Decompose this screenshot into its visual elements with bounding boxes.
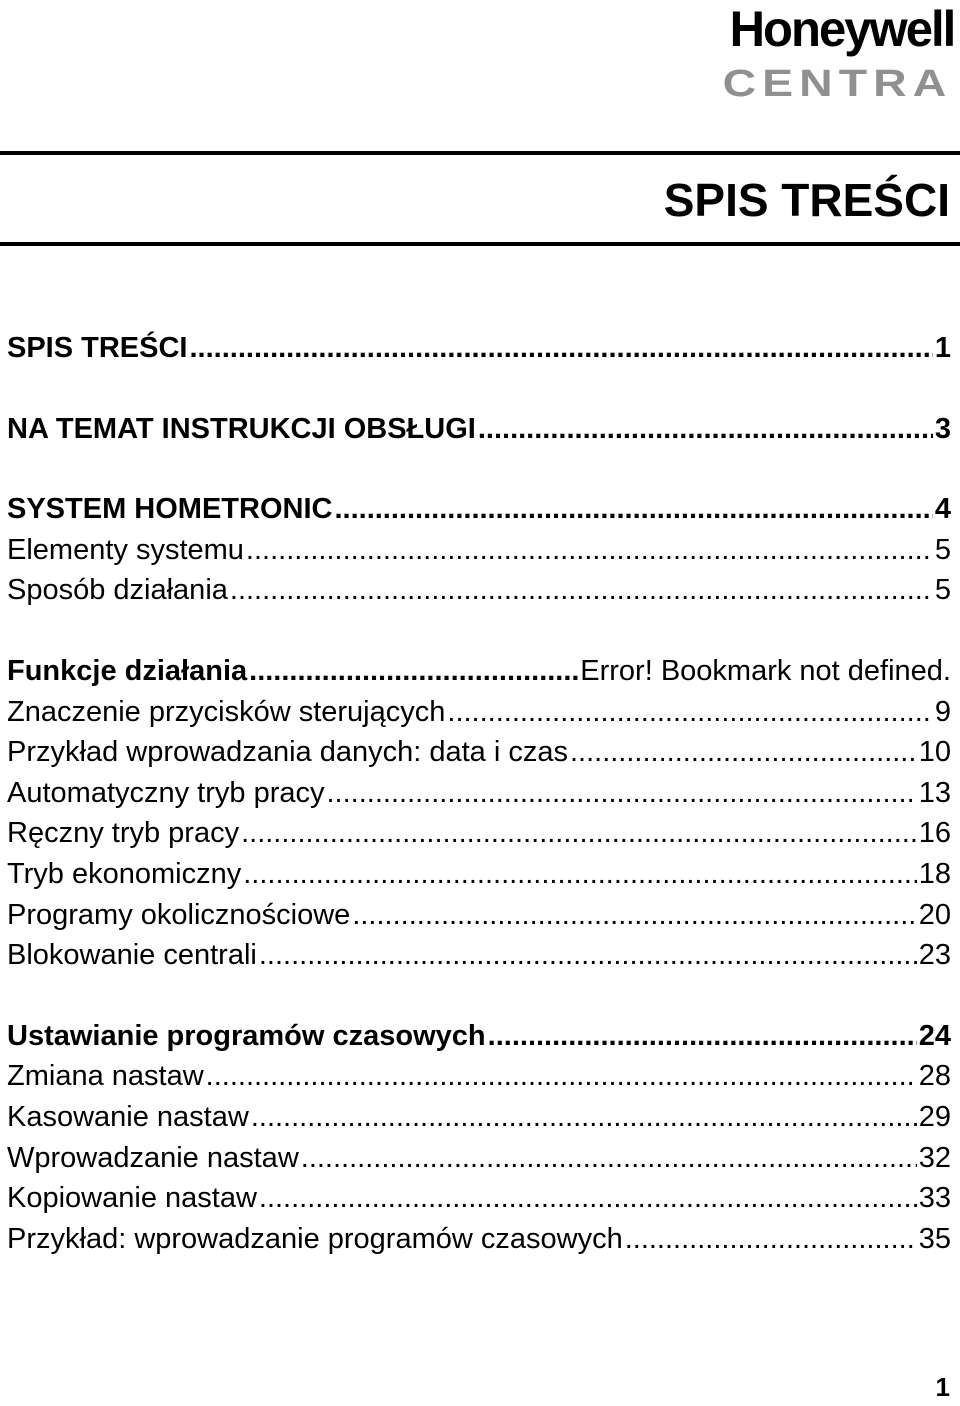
toc-leader-dots bbox=[447, 692, 932, 732]
toc-entry[interactable] bbox=[7, 1138, 951, 1179]
toc-entry-label: Automatyczny tryb pracy bbox=[7, 776, 325, 809]
toc-entry-label: Zmiana nastaw bbox=[7, 1060, 204, 1093]
toc-leader-dots bbox=[243, 854, 917, 894]
toc-entry-page: 1 bbox=[934, 332, 951, 364]
toc-leader-dots bbox=[259, 1178, 917, 1218]
toc-entry-page: 23 bbox=[918, 939, 951, 972]
toc-entry-label: Wprowadzanie nastaw bbox=[7, 1141, 299, 1174]
toc-entry-label: Funkcje działania bbox=[7, 654, 248, 687]
toc-entry-page: 9 bbox=[934, 695, 951, 728]
toc-leader-dots bbox=[206, 1056, 917, 1096]
toc-leader-dots bbox=[251, 1097, 917, 1137]
toc-entry[interactable] bbox=[7, 651, 951, 692]
toc-entry-label: SYSTEM HOMETRONIC bbox=[7, 493, 333, 526]
toc-entry[interactable] bbox=[7, 530, 951, 571]
toc-entry[interactable] bbox=[7, 1097, 951, 1138]
toc-leader-dots bbox=[301, 1138, 917, 1178]
honeywell-logo: Honeywell bbox=[729, 1, 954, 57]
toc-entry[interactable] bbox=[7, 935, 951, 976]
toc-leader-dots bbox=[352, 895, 916, 935]
toc-entry-page: 35 bbox=[918, 1222, 951, 1255]
toc-entry-page: 3 bbox=[934, 412, 951, 445]
toc-entry-label: Przykład: wprowadzanie programów czasowych bbox=[7, 1222, 623, 1255]
toc-entry-page: 5 bbox=[934, 533, 951, 566]
toc-entry-label: Kopiowanie nastaw bbox=[7, 1182, 257, 1215]
toc-entry-page: 29 bbox=[918, 1100, 951, 1133]
toc-entry-page: 33 bbox=[918, 1182, 951, 1215]
toc-leader-dots bbox=[190, 328, 933, 368]
toc-entry-label: Ustawianie programów czasowych bbox=[7, 1019, 486, 1052]
toc-entry-page: 32 bbox=[918, 1141, 951, 1174]
centra-logo: CENTRA bbox=[722, 63, 952, 105]
page-number: 1 bbox=[935, 1372, 950, 1402]
toc-entry[interactable] bbox=[7, 1056, 951, 1097]
toc-entry-label: NA TEMAT INSTRUKCJI OBSŁUGI bbox=[7, 412, 476, 445]
toc-entry[interactable] bbox=[7, 1016, 951, 1057]
toc-entry-page: 13 bbox=[918, 776, 951, 809]
toc-entry[interactable] bbox=[7, 570, 951, 611]
toc-entry-label: Sposób działania bbox=[7, 574, 228, 607]
toc-leader-dots bbox=[246, 530, 933, 570]
toc-entry-page: 20 bbox=[918, 898, 951, 931]
toc-entry[interactable] bbox=[7, 1178, 951, 1219]
toc-entry-page: 16 bbox=[918, 817, 951, 850]
toc-leader-dots bbox=[488, 1016, 917, 1056]
header-rule-top bbox=[0, 151, 960, 155]
toc-leader-dots bbox=[241, 813, 917, 853]
toc-entry-page: 4 bbox=[934, 493, 951, 526]
toc-entry[interactable] bbox=[7, 489, 951, 530]
toc-leader-dots bbox=[249, 651, 578, 691]
toc-leader-dots bbox=[570, 732, 917, 772]
toc-leader-dots bbox=[259, 935, 917, 975]
toc-entry-page: 24 bbox=[918, 1019, 951, 1052]
toc-entry-label: Ręczny tryb pracy bbox=[7, 817, 240, 850]
toc-entry-page: 10 bbox=[918, 736, 951, 769]
toc-entry[interactable] bbox=[7, 854, 951, 895]
toc-entry-page: 28 bbox=[918, 1060, 951, 1093]
toc-entry[interactable] bbox=[7, 692, 951, 733]
toc-entry-label: Programy okolicznościowe bbox=[7, 898, 351, 931]
toc-leader-dots bbox=[625, 1219, 917, 1259]
page-title: SPIS TREŚCI bbox=[663, 174, 950, 226]
toc-entry-label: Znaczenie przycisków sterujących bbox=[7, 695, 446, 728]
toc-entry-page: Error! Bookmark not defined. bbox=[580, 654, 951, 687]
toc-entry-label: Kasowanie nastaw bbox=[7, 1100, 249, 1133]
toc-entry[interactable] bbox=[7, 895, 951, 936]
toc-leader-dots bbox=[478, 409, 933, 449]
toc-entry[interactable] bbox=[7, 409, 951, 450]
toc-entry-label: Przykład wprowadzania danych: data i czas bbox=[7, 736, 568, 769]
toc-entry[interactable] bbox=[7, 328, 951, 369]
toc-entry-label: Elementy systemu bbox=[7, 533, 244, 566]
toc-leader-dots bbox=[334, 489, 932, 529]
toc-entry[interactable] bbox=[7, 773, 951, 814]
toc-entry[interactable] bbox=[7, 1219, 951, 1260]
toc-entry[interactable] bbox=[7, 813, 951, 854]
toc-entry-page: 18 bbox=[918, 857, 951, 890]
toc-entry-label: Tryb ekonomiczny bbox=[7, 857, 242, 890]
toc-leader-dots bbox=[327, 773, 917, 813]
toc-entry-page: 5 bbox=[934, 574, 951, 607]
table-of-contents bbox=[7, 328, 951, 1259]
toc-entry[interactable] bbox=[7, 732, 951, 773]
toc-entry-label: SPIS TREŚCI bbox=[7, 332, 188, 364]
header-rule-bottom bbox=[0, 242, 960, 246]
toc-leader-dots bbox=[230, 570, 933, 610]
toc-entry-label: Blokowanie centrali bbox=[7, 939, 257, 972]
